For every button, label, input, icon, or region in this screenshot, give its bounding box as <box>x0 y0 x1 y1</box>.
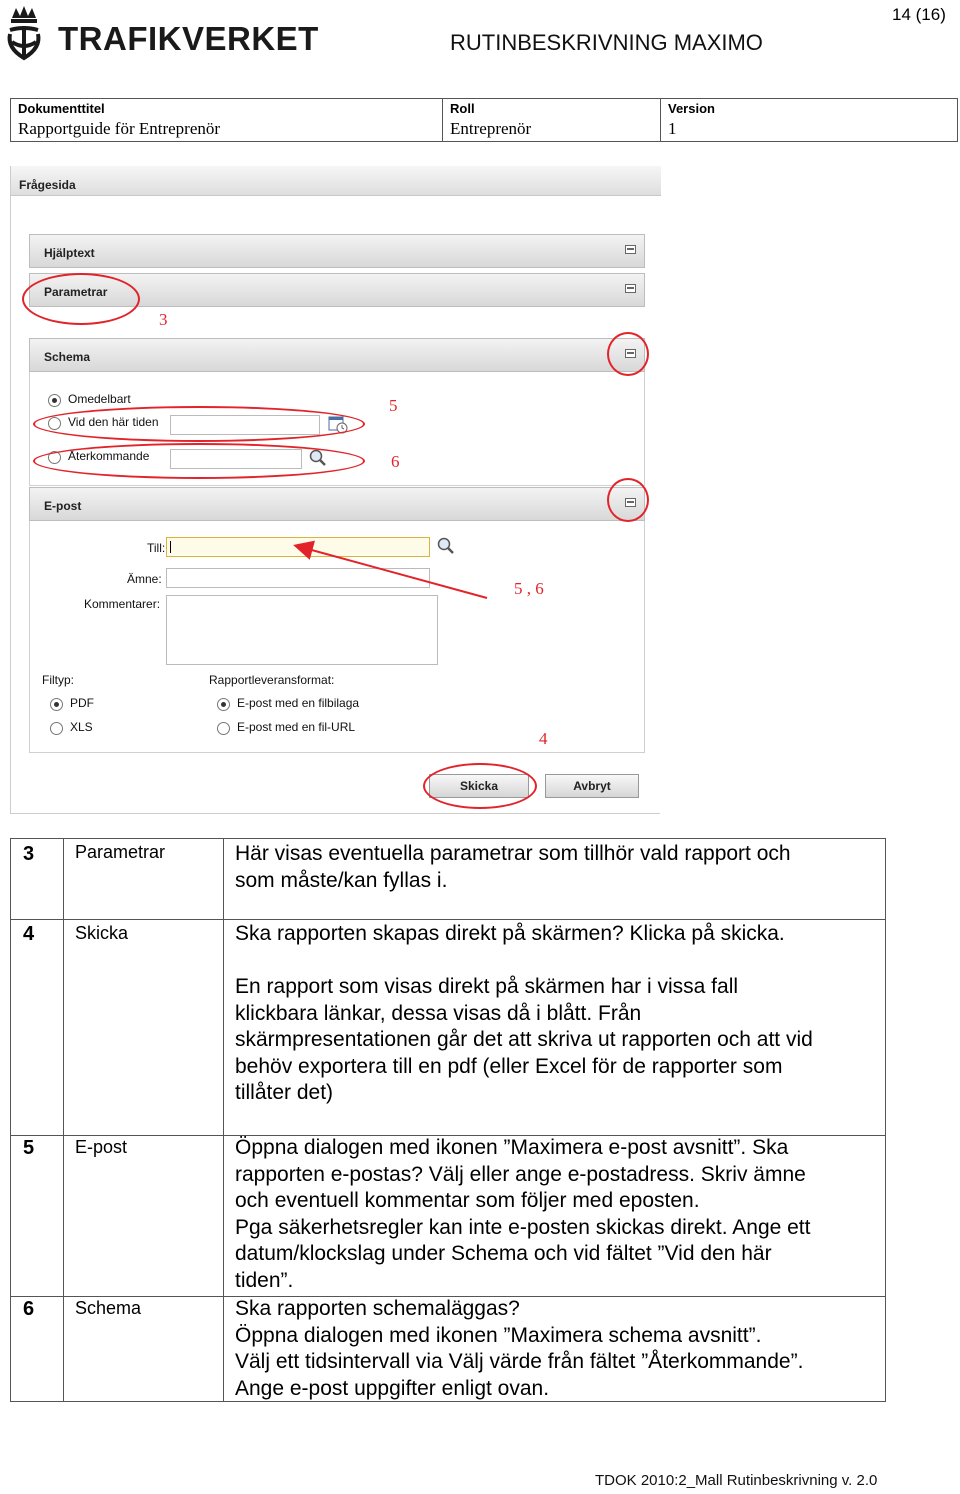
row-number: 4 <box>23 923 35 945</box>
callout-5: 5 <box>389 396 398 415</box>
row-divider <box>11 919 885 920</box>
row-description <box>235 921 881 1107</box>
meta-value: Entreprenör <box>450 119 532 138</box>
column-divider <box>63 839 64 1401</box>
logo-wordmark: TRAFIKVERKET <box>58 20 319 57</box>
description-line: klickbara länkar, dessa visas då i blått. Från <box>235 1001 642 1025</box>
meta-label: Roll <box>450 101 475 116</box>
page-number: 14 (16) <box>892 5 946 24</box>
row-description <box>235 1296 881 1402</box>
meta-cell-roll <box>443 99 661 141</box>
section-label: E-post <box>44 499 82 513</box>
description-line: Öppna dialogen med ikonen ”Maximera e-post avsnitt”. Ska <box>235 1136 789 1159</box>
callout-6: 6 <box>391 452 400 471</box>
row-name: Schema <box>75 1298 142 1318</box>
description-line: Pga säkerhetsregler kan inte e-posten skickas direkt. Ange ett <box>235 1215 811 1239</box>
row-number: 5 <box>23 1137 35 1159</box>
description-line: skärmpresentationen går det att skriva ut rapporten och att vid <box>235 1028 813 1051</box>
section-label: Parametrar <box>44 285 108 299</box>
description-line: Här visas eventuella parametrar som tillhör vald rapport och <box>235 842 791 865</box>
comments-label: Kommentarer: <box>84 597 161 611</box>
option-label: PDF <box>70 696 94 710</box>
meta-label: Version <box>668 101 715 116</box>
description-line: datum/klockslag under Schema och vid fältet ”Vid den här <box>235 1242 772 1265</box>
row-name: E-post <box>75 1137 128 1157</box>
description-line: rapporten e-postas? Välj eller ange e-postadress. Skriv ämne <box>235 1162 806 1186</box>
section-label: Schema <box>44 350 91 364</box>
explanation-table <box>10 838 886 1402</box>
description-line <box>235 948 881 975</box>
meta-cell-version <box>661 99 957 141</box>
send-button[interactable]: Skicka <box>429 774 529 798</box>
description-line: tillåter det) <box>235 1081 334 1104</box>
row-number: 6 <box>23 1298 35 1320</box>
description-line: Ange e-post uppgifter enligt ovan. <box>235 1376 550 1400</box>
column-divider <box>223 839 224 1401</box>
option-label: E-post med en filbilaga <box>237 696 360 710</box>
embedded-screenshot <box>10 166 660 814</box>
option-label: Vid den här tiden <box>68 415 159 429</box>
row-description <box>235 841 881 894</box>
window-title: Frågesida <box>11 166 661 196</box>
cancel-button[interactable]: Avbryt <box>545 774 639 798</box>
document-meta-table <box>10 98 958 142</box>
description-line: Ska rapporten skapas direkt på skärmen? Klicka på skicka. <box>235 922 785 945</box>
callout-5-6: 5 , 6 <box>514 579 544 598</box>
row-name: Skicka <box>75 923 129 943</box>
section-label: Hjälptext <box>44 246 95 260</box>
trafikverket-crown-logo <box>4 4 44 62</box>
description-line: Ska rapporten schemaläggas? <box>235 1297 520 1320</box>
option-label: E-post med en fil-URL <box>237 720 356 734</box>
row-number: 3 <box>23 843 35 865</box>
description-line: behöv exportera till en pdf (eller Excel för de rapporter som <box>235 1054 783 1078</box>
footer-template-id: TDOK 2010:2_Mall Rutinbeskrivning v. 2.0 <box>595 1472 878 1489</box>
meta-label: Dokumenttitel <box>18 101 105 116</box>
option-label: Omedelbart <box>68 392 131 406</box>
description-line: och eventuell kommentar som följer med eposten. <box>235 1189 700 1212</box>
row-description <box>235 1135 881 1294</box>
meta-value: Rapportguide för Entreprenör <box>18 119 221 138</box>
subject-label: Ämne: <box>127 572 162 586</box>
description-line: Välj ett tidsintervall via Välj värde från fältet ”Återkommande”. <box>235 1350 804 1373</box>
callout-4: 4 <box>539 729 548 748</box>
description-line: En rapport som visas direkt på skärmen har i vissa fall <box>235 975 739 998</box>
filetype-label: Filtyp: <box>42 673 75 687</box>
description-line: som måste/kan fyllas i. <box>235 868 448 892</box>
to-label: Till: <box>147 541 166 555</box>
row-name: Parametrar <box>75 842 166 862</box>
option-label: XLS <box>70 720 93 734</box>
meta-value: 1 <box>668 119 677 138</box>
option-label: Återkommande <box>68 449 150 463</box>
description-line: tiden”. <box>235 1268 294 1292</box>
document-title: RUTINBESKRIVNING MAXIMO <box>450 30 763 55</box>
meta-cell-dokumenttitel <box>11 99 443 141</box>
description-line: Öppna dialogen med ikonen ”Maximera schema avsnitt”. <box>235 1323 762 1347</box>
annotation-arrow <box>11 166 661 814</box>
delivery-format-label: Rapportleveransformat: <box>209 673 335 687</box>
callout-3: 3 <box>159 310 168 329</box>
